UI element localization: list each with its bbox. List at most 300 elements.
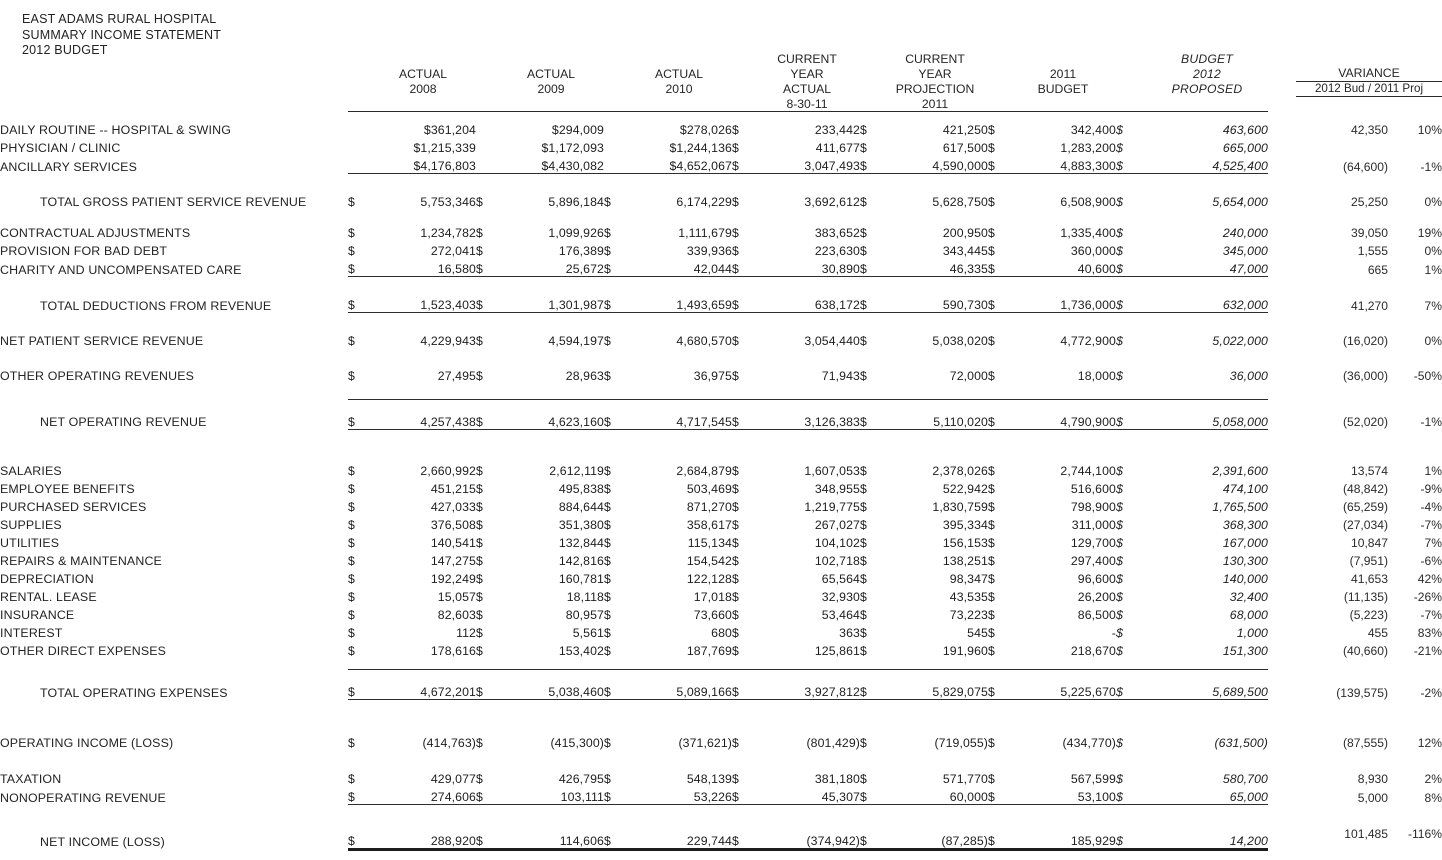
- cell-cyp: 571,770: [942, 772, 988, 787]
- currency-sym: $: [476, 607, 483, 622]
- cell-b2011: 360,000: [1070, 244, 1116, 259]
- currency-sym-bold: $: [1116, 226, 1123, 241]
- currency-sym: $: [988, 772, 995, 787]
- cell-variance: (11,135): [1343, 589, 1388, 604]
- cell-a2009: $1,172,093: [541, 141, 604, 156]
- cell-cyp: 522,942: [942, 481, 988, 496]
- currency-sym: $: [604, 244, 611, 259]
- cell-a2008: 16,580: [370, 258, 476, 277]
- currency-sym: $: [860, 481, 867, 496]
- cell-a2009: 18,118: [566, 589, 604, 604]
- currency-sym: $: [860, 553, 867, 568]
- spacer: [0, 805, 1442, 822]
- cell-b2012: 1,000: [1236, 625, 1268, 640]
- cell-variance-pct: [1388, 137, 1442, 155]
- currency-sym: $: [988, 244, 995, 259]
- currency-sym: $: [860, 369, 867, 384]
- cell-a2009: (415,300): [550, 736, 604, 751]
- hdr-actual2010-l2: ACTUAL: [654, 66, 704, 81]
- currency-sym: $: [732, 123, 739, 138]
- currency-sym: $: [476, 553, 483, 568]
- currency-sym: $: [604, 821, 626, 849]
- cell-b2012: 665,000: [1222, 141, 1268, 156]
- currency-sym: $: [348, 463, 355, 478]
- currency-sym: $: [604, 625, 611, 640]
- currency-sym-bold: $: [1116, 369, 1123, 384]
- cell-variance: 665: [1367, 262, 1388, 277]
- cell-cya: 223,630: [814, 244, 860, 259]
- table-row: [0, 361, 1442, 383]
- currency-sym: $: [988, 607, 995, 622]
- currency-sym-bold: $: [1116, 607, 1123, 622]
- cell-b2012: 2,391,600: [1212, 463, 1268, 478]
- currency-sym: $: [860, 463, 867, 478]
- currency-sym-bold: $: [1116, 535, 1123, 550]
- cell-a2010: 1,493,659: [626, 290, 732, 313]
- spacer: [0, 313, 1442, 327]
- cell-a2009: 495,838: [558, 481, 604, 496]
- currency-sym: $: [348, 607, 355, 622]
- hdr-actual2008-l4: [370, 97, 476, 112]
- currency-sym: $: [476, 535, 483, 550]
- cell-cyp: 43,535: [949, 589, 988, 604]
- currency-sym: $: [732, 553, 739, 568]
- cell-cya: 381,180: [814, 772, 860, 787]
- currency-sym: $: [476, 736, 483, 751]
- currency-sym: $: [604, 772, 611, 787]
- cell-variance-pct: -21%: [1413, 643, 1442, 658]
- hdr-budget2011-l2: 2011: [1049, 66, 1077, 81]
- header-top-spacer: [0, 0, 1442, 52]
- hdr-cya-l3: ACTUAL: [782, 82, 832, 97]
- table-row: [0, 496, 1442, 514]
- currency-sym-bold: $: [1116, 481, 1123, 496]
- table-row-total: [0, 677, 1442, 700]
- cell-variance: 39,050: [1351, 226, 1388, 241]
- cell-cyp: 590,730: [882, 290, 988, 313]
- currency-sym: $: [348, 258, 370, 277]
- currency-sym: $: [860, 772, 867, 787]
- hdr-actual2009-l3: 2009: [537, 82, 565, 97]
- cell-a2009: 153,402: [558, 643, 604, 658]
- currency-sym-bold: $: [1116, 625, 1123, 640]
- cell-a2008: 274,606: [370, 786, 476, 805]
- currency-sym: $: [732, 258, 754, 277]
- rule-row: [0, 383, 1442, 399]
- currency-sym: $: [732, 571, 739, 586]
- hdr-cyp-l3: PROJECTION: [895, 82, 975, 97]
- hdr-actual2009-l2: ACTUAL: [526, 66, 576, 81]
- hdr-variance-title: VARIANCE: [1296, 66, 1442, 81]
- currency-sym: $: [348, 821, 370, 849]
- currency-sym-bold: $: [1116, 643, 1123, 658]
- currency-sym: $: [732, 589, 739, 604]
- cell-b2011: 86,500: [1077, 607, 1116, 622]
- currency-sym: $: [732, 463, 739, 478]
- cell-a2008: 451,215: [430, 481, 476, 496]
- cell-cya: (801,429): [806, 736, 860, 751]
- currency-sym: $: [732, 244, 739, 259]
- currency-sym: $: [348, 226, 355, 241]
- currency-sym-bold: $: [1116, 589, 1123, 604]
- cell-cyp: 2,378,026: [932, 463, 988, 478]
- currency-sym: $: [732, 677, 754, 700]
- cell-a2009: $294,009: [551, 123, 604, 138]
- currency-sym: $: [732, 290, 754, 313]
- cell-cyp: 72,000: [949, 369, 988, 384]
- hdr-budget2012-l1: BUDGET: [1181, 52, 1233, 66]
- cell-a2008: 112: [456, 625, 476, 640]
- cell-a2009: 1,301,987: [498, 290, 604, 313]
- hdr-budget2012-l4: [1146, 97, 1268, 112]
- currency-sym: $: [604, 571, 611, 586]
- cell-cya: 1,607,053: [804, 463, 860, 478]
- cell-a2009: 4,594,197: [548, 334, 604, 349]
- currency-sym: $: [988, 407, 1010, 430]
- hdr-cya-l4: 8-30-11: [754, 97, 860, 112]
- cell-a2009: 351,380: [558, 517, 604, 532]
- cell-cyp: 5,110,020: [882, 407, 988, 430]
- cell-a2010: 6,174,229: [676, 195, 732, 210]
- cell-variance: 455: [1367, 625, 1388, 640]
- currency-sym: $: [604, 553, 611, 568]
- currency-sym: $: [732, 155, 754, 174]
- cell-a2010: $1,244,136: [669, 141, 732, 156]
- currency-sym-bold: $: [1116, 499, 1123, 514]
- cell-b2012: 368,300: [1222, 517, 1268, 532]
- table-row: [0, 514, 1442, 532]
- cell-variance-pct: -6%: [1420, 553, 1442, 568]
- row-label: NET INCOME (LOSS): [40, 835, 165, 850]
- cell-a2010: 503,469: [686, 481, 732, 496]
- currency-sym: $: [732, 535, 739, 550]
- cell-cya: 53,464: [821, 607, 860, 622]
- spacer: [0, 750, 1442, 768]
- currency-sym: $: [732, 643, 739, 658]
- currency-sym: $: [604, 195, 611, 210]
- currency-sym: $: [348, 535, 355, 550]
- currency-sym: $: [348, 736, 355, 751]
- spacer: [0, 277, 1442, 291]
- table-row-subtotal: [0, 326, 1442, 348]
- cell-a2010: 339,936: [686, 244, 732, 259]
- cell-b2011: 798,900: [1070, 499, 1116, 514]
- table-row-grand-total: [0, 821, 1442, 849]
- hdr-cyp-l1: CURRENT: [905, 52, 965, 66]
- row-label: OTHER DIRECT EXPENSES: [0, 643, 167, 658]
- row-label: CONTRACTUAL ADJUSTMENTS: [0, 226, 191, 241]
- cell-variance: 41,270: [1351, 298, 1388, 313]
- cell-cya: 102,718: [814, 553, 860, 568]
- currency-sym: $: [348, 643, 355, 658]
- cell-variance: (65,259): [1342, 499, 1388, 514]
- hdr-actual2010-l4: [626, 97, 732, 112]
- currency-sym-bold: $: [1116, 821, 1146, 849]
- currency-sym: $: [604, 607, 611, 622]
- cell-variance-pct: -4%: [1420, 499, 1442, 514]
- cell-b2012: 47,000: [1146, 258, 1268, 277]
- cell-a2008: 5,753,346: [420, 195, 476, 210]
- currency-sym-bold: $: [1116, 517, 1123, 532]
- cell-a2010: 4,717,545: [626, 407, 732, 430]
- currency-sym: $: [860, 517, 867, 532]
- currency-sym: $: [476, 571, 483, 586]
- hdr-cya-l1: CURRENT: [777, 52, 837, 66]
- currency-sym: $: [988, 553, 995, 568]
- cell-a2008: 1,234,782: [420, 226, 476, 241]
- cell-variance-pct: -7%: [1420, 517, 1442, 532]
- cell-b2012: 14,200: [1146, 821, 1268, 849]
- cell-a2009: 2,612,119: [549, 463, 604, 478]
- currency-sym: $: [348, 244, 355, 259]
- row-label: TOTAL OPERATING EXPENSES: [40, 685, 228, 700]
- row-label: DAILY ROUTINE -- HOSPITAL & SWING: [0, 123, 231, 138]
- currency-sym: $: [604, 517, 611, 532]
- currency-sym-bold: $: [1116, 244, 1123, 259]
- cell-a2010: 36,975: [693, 369, 732, 384]
- cell-a2010: 871,270: [686, 499, 732, 514]
- cell-cya: 1,219,775: [804, 499, 860, 514]
- spacer: [0, 670, 1442, 678]
- table-row: [0, 119, 1442, 137]
- cell-b2012: 65,000: [1146, 786, 1268, 805]
- table-row-subtotal: [0, 728, 1442, 750]
- currency-sym: $: [988, 736, 995, 751]
- table-row: [0, 622, 1442, 640]
- row-label: NONOPERATING REVENUE: [0, 790, 166, 805]
- hdr-budget2012-l3: PROPOSED: [1171, 82, 1243, 97]
- cell-a2008: 15,057: [437, 589, 476, 604]
- cell-b2011: 311,000: [1071, 517, 1116, 532]
- cell-a2009: 5,038,460: [498, 677, 604, 700]
- currency-sym: $: [604, 481, 611, 496]
- cell-a2008: $4,176,803: [370, 155, 476, 174]
- currency-sym: $: [860, 226, 867, 241]
- table-row-total: [0, 187, 1442, 209]
- cell-a2008: 140,541: [430, 535, 476, 550]
- row-label: OTHER OPERATING REVENUES: [0, 369, 195, 384]
- cell-cya: 3,126,383: [754, 407, 860, 430]
- currency-sym: $: [476, 772, 483, 787]
- cell-variance-pct: 0%: [1424, 195, 1442, 210]
- currency-sym: $: [732, 499, 739, 514]
- cell-cyp: 60,000: [882, 786, 988, 805]
- table-row-total: [0, 407, 1442, 430]
- hdr-actual2008-l3: 2008: [409, 82, 437, 97]
- currency-sym: $: [732, 821, 754, 849]
- cell-cya: 363: [839, 625, 860, 640]
- currency-sym: $: [988, 499, 995, 514]
- currency-sym: $: [604, 499, 611, 514]
- cell-a2008: 429,077: [430, 772, 476, 787]
- cell-variance-pct: 0%: [1424, 244, 1442, 259]
- table-row: [0, 786, 1442, 805]
- cell-b2011: 185,929: [1010, 821, 1116, 849]
- cell-variance-pct: -1%: [1420, 159, 1442, 174]
- currency-sym-bold: $: [1116, 258, 1146, 277]
- row-label: UTILITIES: [0, 535, 60, 550]
- currency-sym: $: [732, 407, 754, 430]
- cell-a2009: 1,099,926: [548, 226, 604, 241]
- cell-b2011: -: [1111, 625, 1116, 640]
- currency-sym: $: [476, 244, 483, 259]
- cell-b2011: 6,508,900: [1060, 195, 1116, 210]
- cell-variance: 101,485: [1344, 827, 1388, 842]
- currency-sym: $: [348, 772, 355, 787]
- cell-cya: 45,307: [754, 786, 860, 805]
- cell-variance: 5,000: [1357, 790, 1388, 805]
- cell-variance: 8,930: [1357, 772, 1388, 787]
- currency-sym-bold: $: [1116, 736, 1123, 751]
- currency-sym-bold: $: [1116, 155, 1146, 174]
- currency-sym: $: [476, 499, 483, 514]
- table-row: [0, 568, 1442, 586]
- spacer: [0, 700, 1442, 729]
- cell-cyp: 191,960: [942, 643, 988, 658]
- cell-variance: 41,653: [1351, 571, 1388, 586]
- table-row: [0, 640, 1442, 658]
- currency-sym: $: [476, 334, 483, 349]
- cell-variance: (5,223): [1349, 607, 1388, 622]
- rule-row: [0, 658, 1442, 670]
- currency-sym-bold: $: [1116, 772, 1123, 787]
- cell-b2011: 516,600: [1070, 481, 1116, 496]
- cell-b2011: 1,283,200: [1060, 141, 1116, 156]
- cell-cyp: 5,829,075: [882, 677, 988, 700]
- spacer: [0, 348, 1442, 361]
- cell-cya: 3,692,612: [804, 195, 860, 210]
- row-label: NET PATIENT SERVICE REVENUE: [0, 334, 204, 349]
- currency-sym: $: [988, 481, 995, 496]
- document-subtitle: SUMMARY INCOME STATEMENT: [22, 27, 222, 42]
- spacer-after-header: [0, 112, 1442, 120]
- cell-b2012: 4,525,400: [1146, 155, 1268, 174]
- cell-b2012: 32,400: [1229, 589, 1268, 604]
- cell-cya: 411,677: [815, 141, 860, 156]
- cell-variance-pct: 7%: [1424, 298, 1442, 313]
- cell-cyp: 545: [967, 625, 988, 640]
- cell-variance-pct: -1%: [1420, 415, 1442, 430]
- cell-a2009: 103,111: [498, 786, 604, 805]
- cell-variance-pct: 0%: [1424, 334, 1442, 349]
- cell-b2012: 140,000: [1222, 571, 1268, 586]
- cell-variance-pct: 42%: [1417, 571, 1442, 586]
- cell-cya: 3,054,440: [804, 334, 860, 349]
- currency-sym: $: [604, 290, 626, 313]
- currency-sym: $: [476, 407, 498, 430]
- table-row: [0, 222, 1442, 240]
- currency-sym: $: [604, 736, 611, 751]
- cell-b2012: 68,000: [1229, 607, 1268, 622]
- hdr-variance-l1-blank: [1296, 52, 1442, 66]
- cell-a2008: $361,204: [423, 123, 476, 138]
- currency-sym: $: [988, 589, 995, 604]
- cell-variance-pct: -7%: [1420, 607, 1442, 622]
- cell-b2012: 632,000: [1146, 290, 1268, 313]
- cell-b2011: 40,600: [1010, 258, 1116, 277]
- currency-sym: $: [732, 625, 739, 640]
- currency-sym: $: [860, 535, 867, 550]
- cell-a2010: 358,617: [686, 517, 732, 532]
- cell-variance: (27,034): [1342, 517, 1388, 532]
- cell-variance: (87,555): [1342, 736, 1388, 751]
- currency-sym-bold: $: [1116, 786, 1146, 805]
- currency-sym: $: [860, 589, 867, 604]
- cell-variance-pct: -2%: [1420, 685, 1442, 700]
- currency-sym: $: [476, 290, 498, 313]
- cell-b2011: 2,744,100: [1060, 463, 1116, 478]
- cell-cya: 125,861: [814, 643, 860, 658]
- cell-variance-pct: 12%: [1417, 736, 1442, 751]
- cell-a2009: 28,963: [565, 369, 604, 384]
- currency-sym: $: [476, 463, 483, 478]
- cell-b2011: 297,400: [1070, 553, 1116, 568]
- cell-b2012: 5,058,000: [1146, 407, 1268, 430]
- currency-sym: $: [604, 258, 626, 277]
- hdr-cya-l2: YEAR: [790, 66, 824, 81]
- cell-cyp: 617,500: [942, 141, 988, 156]
- currency-sym: $: [988, 463, 995, 478]
- cell-b2012: 5,654,000: [1212, 195, 1268, 210]
- cell-variance-pct: -50%: [1413, 369, 1442, 384]
- currency-sym: $: [732, 517, 739, 532]
- cell-cyp: 98,347: [949, 571, 988, 586]
- hdr-cyp-l2: YEAR: [918, 66, 952, 81]
- table-row: [0, 532, 1442, 550]
- spacer: [0, 209, 1442, 222]
- cell-cyp: (719,055): [934, 736, 988, 751]
- cell-b2012: 151,300: [1222, 643, 1268, 658]
- currency-sym: $: [860, 677, 882, 700]
- table-row: [0, 240, 1442, 258]
- row-label: ANCILLARY SERVICES: [0, 159, 137, 174]
- currency-sym: $: [860, 571, 867, 586]
- currency-sym-bold: $: [1116, 123, 1123, 138]
- currency-sym: $: [860, 244, 867, 259]
- currency-sym: $: [988, 334, 995, 349]
- currency-sym: $: [860, 821, 882, 849]
- spacer: [0, 429, 1442, 460]
- row-label: PROVISION FOR BAD DEBT: [0, 244, 168, 259]
- cell-b2011: 342,400: [1070, 123, 1116, 138]
- currency-sym: $: [476, 589, 483, 604]
- currency-sym: $: [860, 499, 867, 514]
- currency-sym: $: [860, 736, 867, 751]
- cell-a2008: 427,033: [430, 499, 476, 514]
- cell-a2009: 5,561: [572, 625, 604, 640]
- hdr-budget2011-l1: [1010, 52, 1116, 66]
- currency-sym: $: [604, 535, 611, 550]
- currency-sym: $: [988, 141, 995, 156]
- currency-sym: $: [860, 643, 867, 658]
- currency-sym: $: [604, 589, 611, 604]
- currency-sym-bold: $: [1116, 677, 1146, 700]
- currency-sym: $: [732, 786, 754, 805]
- cell-a2008: 4,257,438: [370, 407, 476, 430]
- cell-a2009: $4,430,082: [498, 155, 604, 174]
- cell-variance: (139,575): [1336, 685, 1388, 700]
- currency-sym: $: [348, 553, 355, 568]
- cell-cya: 233,442: [814, 123, 860, 138]
- cell-a2010: 1,111,679: [678, 226, 732, 241]
- cell-cyp: 138,251: [942, 553, 988, 568]
- cell-variance: (36,000): [1342, 369, 1388, 384]
- hdr-actual2009-l1: [498, 52, 604, 66]
- cell-b2011: 1,335,400: [1060, 226, 1116, 241]
- currency-sym: $: [476, 677, 498, 700]
- currency-sym: $: [348, 195, 355, 210]
- cell-variance-pct: 19%: [1417, 226, 1442, 241]
